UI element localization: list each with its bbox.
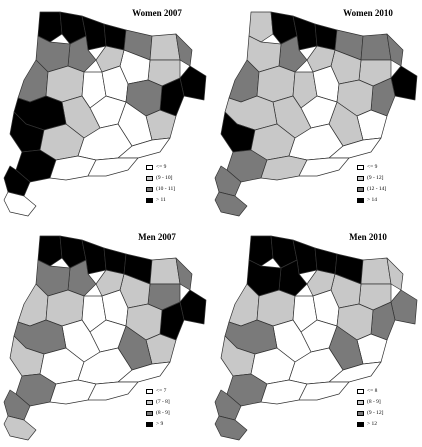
- map-region: [261, 380, 307, 404]
- map-region: [50, 156, 96, 180]
- panel-title: Women 2007: [132, 8, 182, 18]
- legend-label: > 14: [367, 197, 377, 203]
- legend-swatch: [357, 165, 364, 170]
- legend-item: [357, 386, 384, 396]
- legend-label: > 12: [367, 421, 377, 427]
- map-region: [88, 382, 138, 400]
- panel-title: Men 2007: [138, 232, 176, 242]
- map-region: [4, 192, 36, 216]
- map-region: [4, 416, 36, 440]
- legend-label: (7 - 8]: [156, 399, 170, 405]
- legend-label: <= 9: [156, 164, 167, 170]
- legend-item: [357, 397, 384, 407]
- legend-item: [357, 162, 386, 172]
- legend-item: [357, 195, 386, 205]
- choropleth-map: [0, 224, 211, 447]
- legend-swatch: [357, 187, 364, 192]
- legend-swatch: [146, 176, 153, 181]
- legend-swatch: [146, 187, 153, 192]
- choropleth-map: [0, 0, 211, 223]
- legend-item: [357, 173, 386, 183]
- legend-label: (9 - 10]: [156, 175, 173, 181]
- legend-label: (9 - 12]: [367, 175, 384, 181]
- map-region: [361, 34, 391, 60]
- legend-label: > 11: [156, 197, 166, 203]
- map-region: [215, 416, 247, 440]
- legend-label: (12 - 14]: [367, 186, 387, 192]
- legend-item: [146, 173, 175, 183]
- choropleth-map: [211, 0, 422, 223]
- map-panel-men-2010: [211, 224, 422, 447]
- legend-swatch: [146, 389, 153, 394]
- legend-swatch: [146, 165, 153, 170]
- map-region: [361, 258, 391, 284]
- legend: [357, 162, 386, 206]
- legend: [146, 386, 170, 430]
- legend: [357, 386, 384, 430]
- legend-swatch: [146, 400, 153, 405]
- legend-label: > 9: [156, 421, 164, 427]
- legend-swatch: [146, 422, 153, 427]
- map-region: [215, 192, 247, 216]
- legend: [146, 162, 175, 206]
- choropleth-map: [211, 224, 422, 447]
- legend-label: (8 - 9]: [156, 410, 170, 416]
- legend-swatch: [146, 411, 153, 416]
- legend-label: <= 8: [367, 388, 378, 394]
- map-region: [46, 66, 84, 102]
- legend-swatch: [357, 400, 364, 405]
- legend-label: <= 7: [156, 388, 167, 394]
- legend-label: <= 9: [367, 164, 378, 170]
- legend-swatch: [357, 198, 364, 203]
- legend-item: [146, 184, 175, 194]
- legend-item: [357, 408, 384, 418]
- legend-item: [146, 162, 175, 172]
- legend-swatch: [357, 411, 364, 416]
- map-region: [261, 156, 307, 180]
- map-region: [299, 158, 349, 176]
- legend-swatch: [146, 198, 153, 203]
- legend-item: [357, 419, 384, 429]
- map-region: [50, 380, 96, 404]
- legend-item: [146, 419, 170, 429]
- legend-item: [357, 184, 386, 194]
- map-region: [88, 158, 138, 176]
- legend-swatch: [357, 176, 364, 181]
- map-region: [257, 290, 295, 326]
- legend-swatch: [357, 422, 364, 427]
- map-panel-men-2007: [0, 224, 211, 447]
- legend-label: (9 - 12]: [367, 410, 384, 416]
- legend-swatch: [357, 389, 364, 394]
- map-panel-women-2007: [0, 0, 211, 223]
- legend-item: [146, 397, 170, 407]
- legend-label: (8 - 9]: [367, 399, 381, 405]
- map-region: [257, 66, 295, 102]
- map-panel-women-2010: [211, 0, 422, 223]
- map-region: [46, 290, 84, 326]
- map-region: [299, 382, 349, 400]
- panel-title: Women 2010: [343, 8, 393, 18]
- legend-item: [146, 386, 170, 396]
- legend-label: (10 - 11]: [156, 186, 176, 192]
- panel-title: Men 2010: [349, 232, 387, 242]
- map-region: [150, 34, 180, 60]
- legend-item: [146, 195, 175, 205]
- legend-item: [146, 408, 170, 418]
- map-region: [150, 258, 180, 284]
